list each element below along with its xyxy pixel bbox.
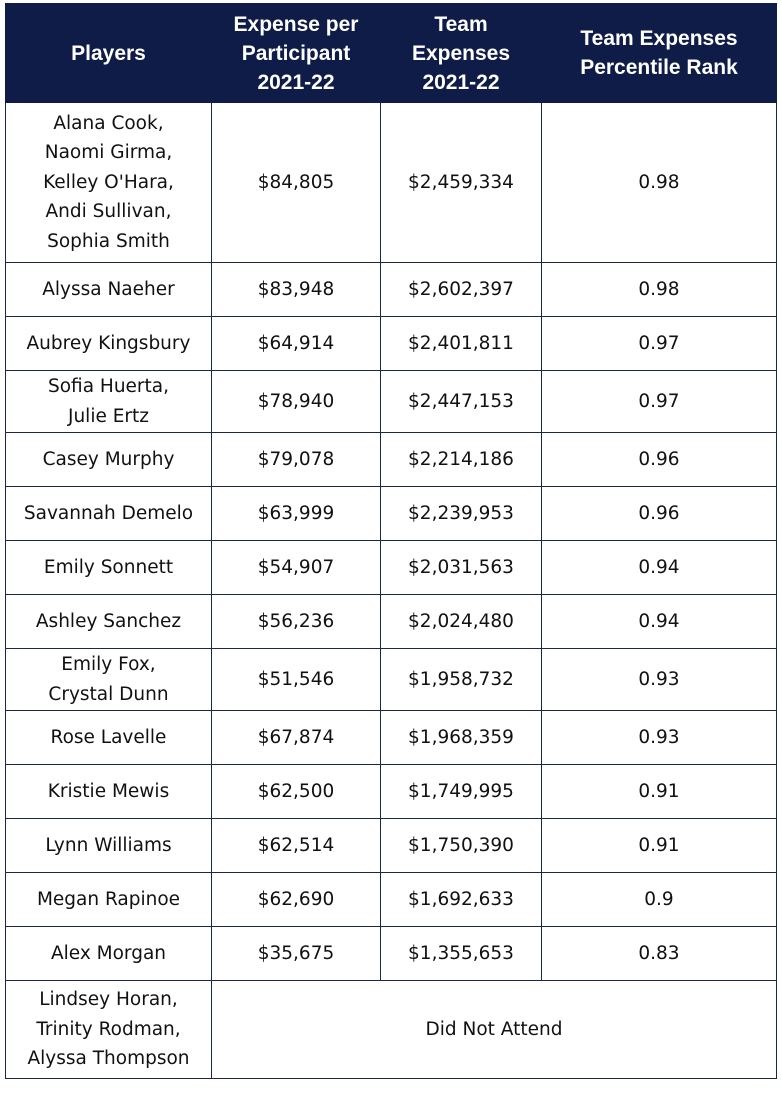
expenses-table: [5, 3, 777, 1079]
table-row: [6, 819, 777, 873]
player-name: Megan Rapinoe: [36, 888, 181, 910]
cell-percentile-rank: 0.91: [542, 819, 777, 873]
table-row: [6, 433, 777, 487]
cell-percentile-rank: 0.97: [542, 317, 777, 371]
cell-expense-per-participant: $78,940: [212, 371, 381, 433]
cell-percentile-rank: 0.94: [542, 541, 777, 595]
cell-percentile-rank: 0.98: [542, 263, 777, 317]
cell-players: [6, 103, 212, 263]
cell-players: [6, 649, 212, 711]
player-name: Sofia Huerta,: [47, 376, 170, 397]
cell-expense-per-participant: $62,514: [212, 819, 381, 873]
cell-percentile-rank: 0.91: [542, 765, 777, 819]
cell-players: [6, 317, 212, 371]
player-name: Ashley Sanchez: [35, 610, 182, 632]
player-name: Crystal Dunn: [48, 683, 169, 705]
cell-players: [6, 541, 212, 595]
table-row: [6, 487, 777, 541]
cell-players: [6, 595, 212, 649]
player-name: Aubrey Kingsbury: [26, 332, 191, 354]
player-name: Kelley O'Hara,: [43, 171, 174, 193]
cell-team-expenses: $2,024,480: [381, 595, 542, 649]
cell-percentile-rank: 0.97: [542, 371, 777, 433]
cell-team-expenses: $2,447,153: [381, 371, 542, 433]
cell-expense-per-participant: $62,500: [212, 765, 381, 819]
player-name: Alyssa Naeher: [42, 278, 175, 300]
cell-team-expenses: $2,239,953: [381, 487, 542, 541]
cell-percentile-rank: 0.93: [542, 649, 777, 711]
table-row: [6, 873, 777, 927]
cell-percentile-rank: 0.9: [542, 873, 777, 927]
cell-team-expenses: $1,749,995: [381, 765, 542, 819]
cell-players: [6, 981, 212, 1079]
header-team-expenses: Team Expenses 2021-22: [381, 4, 542, 103]
cell-percentile-rank: 0.96: [542, 433, 777, 487]
player-name: Kristie Mewis: [47, 780, 170, 802]
player-name: Julie Ertz: [68, 405, 149, 427]
cell-players: [6, 927, 212, 981]
cell-expense-per-participant: $79,078: [212, 433, 381, 487]
cell-players: [6, 263, 212, 317]
cell-expense-per-participant: $63,999: [212, 487, 381, 541]
cell-expense-per-participant: $51,546: [212, 649, 381, 711]
cell-team-expenses: $1,750,390: [381, 819, 542, 873]
table-header: [6, 4, 777, 103]
cell-expense-per-participant: $62,690: [212, 873, 381, 927]
player-name: Lynn Williams: [45, 834, 172, 856]
cell-percentile-rank: 0.93: [542, 711, 777, 765]
header-percentile-rank: Team Expenses Percentile Rank: [542, 4, 777, 103]
player-name: Andi Sullivan,: [45, 201, 172, 223]
cell-players: [6, 765, 212, 819]
table-row: [6, 103, 777, 263]
table-row: [6, 595, 777, 649]
cell-team-expenses: $2,459,334: [381, 103, 542, 263]
cell-players: [6, 487, 212, 541]
player-name: Naomi Girma,: [44, 142, 173, 164]
player-name: Alex Morgan: [50, 942, 167, 964]
player-name: Rose Lavelle: [50, 726, 167, 748]
table-row: [6, 371, 777, 433]
table-row: [6, 649, 777, 711]
table-body: [6, 103, 777, 1079]
cell-percentile-rank: 0.96: [542, 487, 777, 541]
cell-players: [6, 711, 212, 765]
cell-expense-per-participant: $67,874: [212, 711, 381, 765]
player-name: Lindsey Horan,: [39, 989, 178, 1011]
table-row: [6, 927, 777, 981]
cell-team-expenses: $1,692,633: [381, 873, 542, 927]
cell-expense-per-participant: $84,805: [212, 103, 381, 263]
table-row: [6, 711, 777, 765]
player-name: Casey Murphy: [42, 448, 175, 470]
player-name: Alyssa Thompson: [27, 1048, 190, 1070]
cell-players: [6, 433, 212, 487]
table-row: [6, 541, 777, 595]
cell-team-expenses: $2,401,811: [381, 317, 542, 371]
cell-percentile-rank: 0.94: [542, 595, 777, 649]
cell-team-expenses: $1,968,359: [381, 711, 542, 765]
cell-team-expenses: $2,602,397: [381, 263, 542, 317]
player-name: Sophia Smith: [47, 230, 170, 252]
header-expense-per-participant: Expense per Participant 2021-22: [212, 4, 381, 103]
header-players: Players: [6, 4, 212, 103]
did-not-attend-label: Did Not Attend: [212, 981, 777, 1079]
table-row: [6, 317, 777, 371]
cell-expense-per-participant: $35,675: [212, 927, 381, 981]
cell-team-expenses: $2,031,563: [381, 541, 542, 595]
player-name: Alana Cook,: [53, 112, 164, 134]
cell-players: [6, 873, 212, 927]
cell-percentile-rank: 0.83: [542, 927, 777, 981]
player-name: Savannah Demelo: [23, 502, 194, 524]
cell-team-expenses: $2,214,186: [381, 433, 542, 487]
cell-expense-per-participant: $56,236: [212, 595, 381, 649]
player-name: Emily Sonnett: [43, 556, 174, 578]
cell-players: [6, 819, 212, 873]
cell-expense-per-participant: $64,914: [212, 317, 381, 371]
cell-team-expenses: $1,958,732: [381, 649, 542, 711]
cell-percentile-rank: 0.98: [542, 103, 777, 263]
table-row: [6, 263, 777, 317]
cell-team-expenses: $1,355,653: [381, 927, 542, 981]
table-row: [6, 765, 777, 819]
header-row: [6, 4, 777, 103]
player-name: Emily Fox,: [61, 654, 156, 675]
cell-expense-per-participant: $83,948: [212, 263, 381, 317]
table-row-did-not-attend: [6, 981, 777, 1079]
cell-expense-per-participant: $54,907: [212, 541, 381, 595]
player-name: Trinity Rodman,: [36, 1018, 181, 1040]
cell-players: [6, 371, 212, 433]
